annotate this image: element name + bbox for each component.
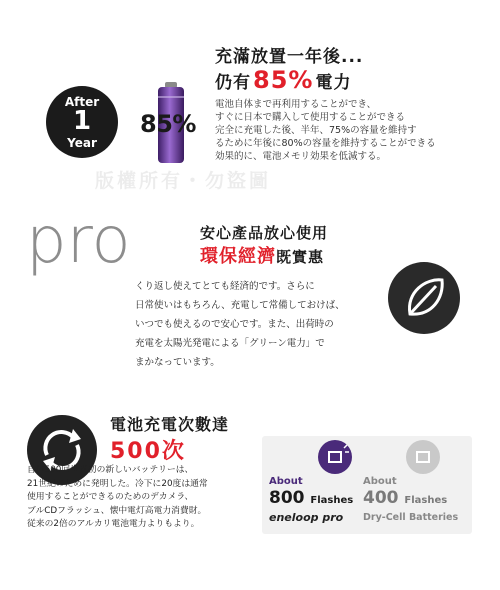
watermark: 版權所有・勿盜圖: [95, 170, 272, 192]
section2-title-line2: [200, 242, 324, 268]
desc-line: 充電を太陽光発電による「グリーン電力」で: [135, 338, 325, 349]
eneloop-about: About: [269, 476, 303, 487]
badge-year: Year: [67, 136, 97, 150]
desc-line: るために年後に80%の容量を維持することができる: [215, 138, 436, 149]
title-eco-highlight: 環保經濟: [200, 246, 276, 267]
desc-line: いつでも使えるので安心です。また、出荷時の: [135, 319, 334, 330]
camera-flash-icon: [318, 440, 352, 474]
count-unit: Flashes: [404, 495, 448, 506]
section1-title-line1: 充滿放置一年後...: [215, 47, 364, 67]
drycell-about: About: [363, 476, 397, 487]
eneloop-flash-count: [269, 488, 353, 508]
count-unit: Flashes: [310, 495, 354, 506]
desc-line: 効果的に、電池メモリ効果を低減する。: [215, 151, 387, 162]
pro-logo-text: pro: [26, 208, 131, 278]
desc-line: 従来の2倍のアルカリ電池電力よりもより。: [27, 519, 200, 530]
title-post: 電力: [315, 73, 352, 93]
percent-85-label: 85%: [140, 110, 196, 138]
title-post: 既實惠: [276, 248, 325, 266]
drycell-label: Dry-Cell Batteries: [363, 512, 459, 523]
desc-line: 電池自体まで再利用することができ、: [215, 99, 377, 110]
pro-logo: [26, 208, 176, 280]
count-value: 800: [269, 488, 305, 508]
section2-description: [135, 277, 385, 372]
desc-line: 21世紀のために発明した。冷下に20度は通常: [27, 478, 208, 489]
count-value: 400: [363, 488, 399, 508]
leaf-icon: [388, 262, 460, 334]
title-pre: 仍有: [215, 73, 251, 93]
section3-title-line1: 電池充電次數達: [110, 415, 230, 434]
title-85-highlight: 85%: [253, 66, 314, 94]
section2-title-line1: 安心產品放心使用: [200, 224, 329, 242]
desc-line: 使用することができるのためのデカメラ、: [27, 492, 194, 503]
drycell-flash-count: [363, 488, 447, 508]
desc-line: ブルCDフラッシュ、懐中電灯高電力消費財。: [27, 505, 207, 516]
after-1-year-badge: [46, 86, 118, 158]
desc-line: まかなっています。: [135, 357, 220, 368]
badge-number: 1: [72, 106, 92, 136]
section1-description: [215, 98, 495, 163]
section3-description: [27, 464, 267, 532]
section3-title-500: 500次: [110, 439, 186, 464]
desc-line: すぐに日本で購入して使用することができる: [215, 112, 406, 123]
badge-after: After: [64, 95, 100, 109]
camera-flash-icon-grey: [406, 440, 440, 474]
desc-line: 自体500回世界初の新しいバッテリーは、: [27, 465, 194, 475]
desc-line: 日常使いはもちろん、充電して常備しておけば、: [135, 300, 345, 311]
section1-title-line2: [215, 66, 351, 94]
desc-line: 完全に充電した後、半年、75%の容量を維持す: [215, 125, 417, 136]
eneloop-pro-brand: eneloop pro: [269, 511, 344, 524]
desc-line: くり返し使えてとても経済的です。さらに: [135, 281, 315, 292]
